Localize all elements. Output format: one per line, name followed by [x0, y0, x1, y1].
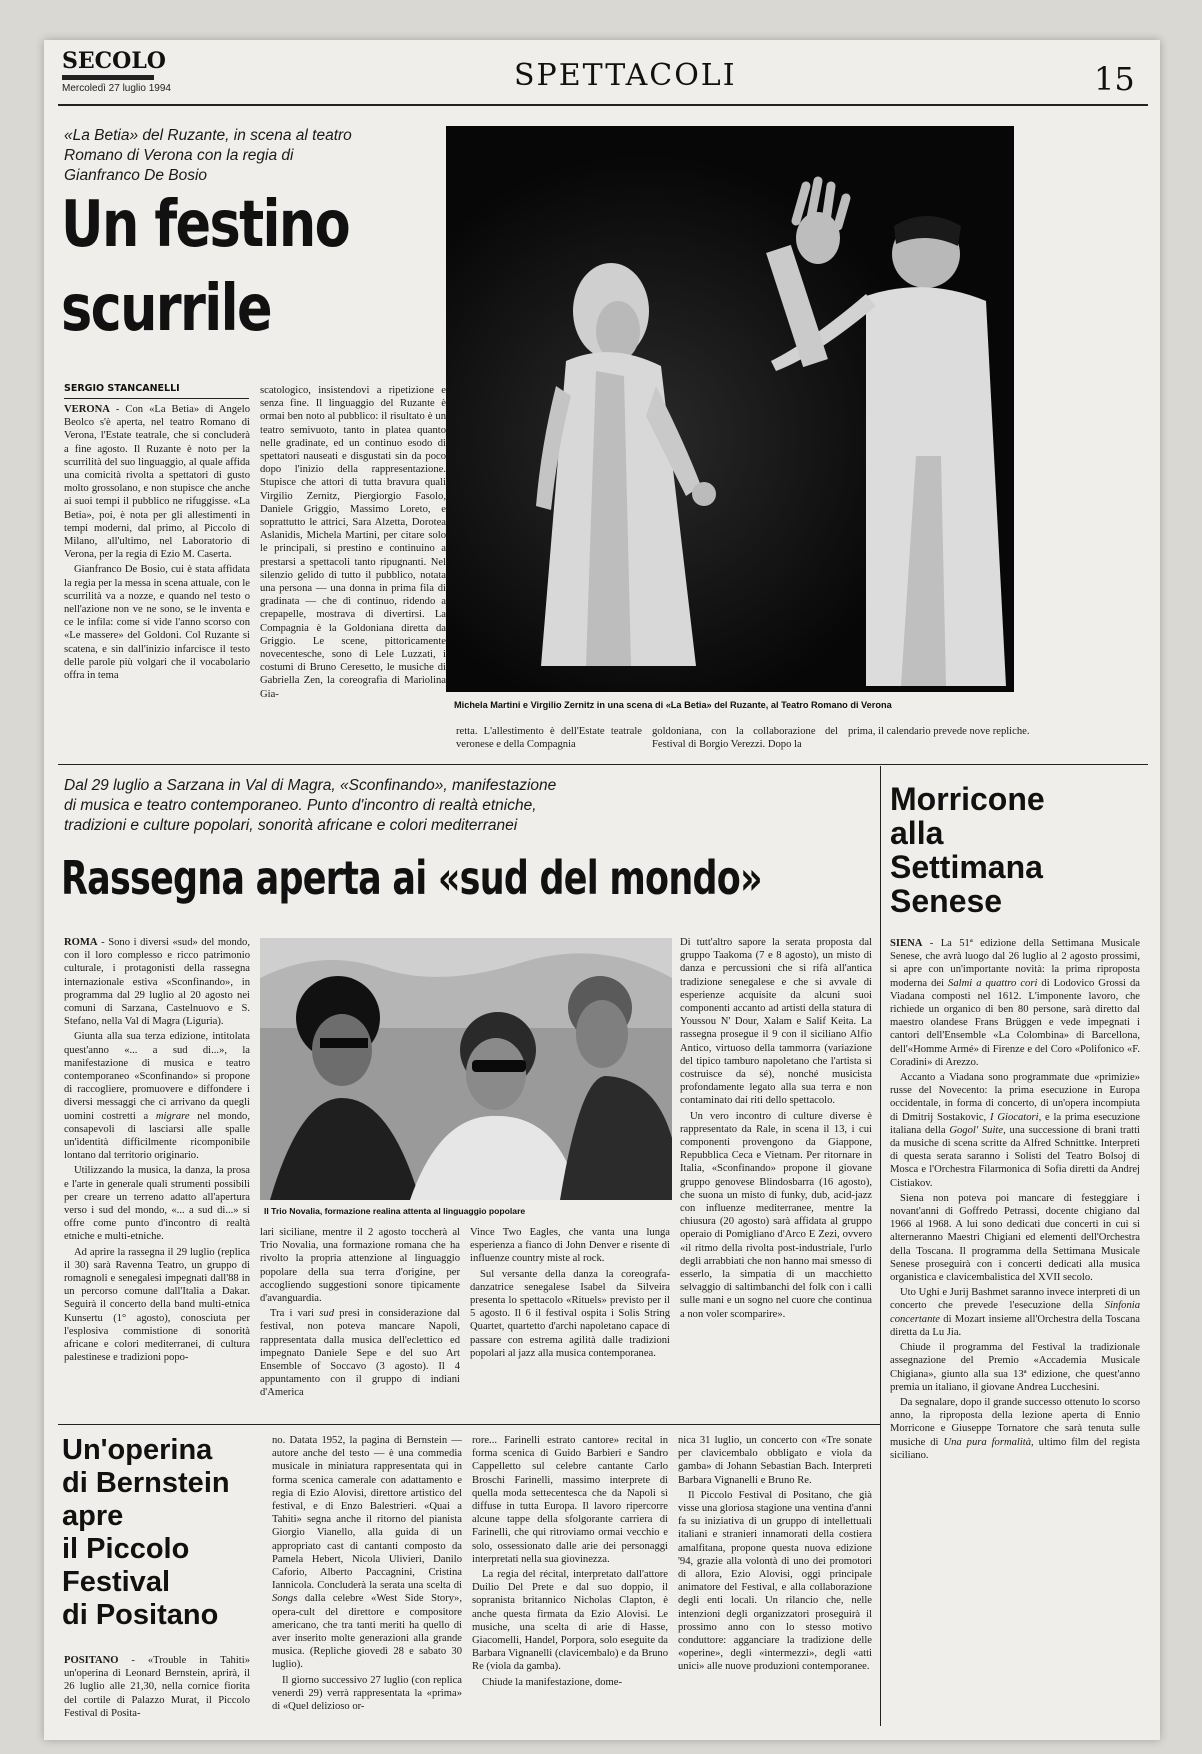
article2-column-1: ROMA - Sono i diversi «sud» del mondo, con il loro complesso e ricco patrimonio culturale, i protagonisti della rassegna internazionale estiva «Sconfinando», in programma dal 29 luglio al 20 agosto nei comuni di Sarzana, Castelnuovo e S. Stefano, nella Val di Magra (Liguria). Giunta alla sua terza edizione, intitolata quest'anno «... a sud di...», la manifestazione di musica e teatro contemporaneo «Sconfinando» si propone di raccogliere, promuovere e diffondere i diversi messaggi che ci arrivano da quegli uomini costretti a migrare nel mondo, consapevoli di lasciarsi alle spalle un'identità difficilmente ricomponibile lontano dal territorio originario. Utilizzando la musica, la danza, la prosa e l'arte in generale quali strumenti possibili per creare un terreno adatto all'apertura verso i sud del mondo, «... a sud di...» si offre come punto d'incontro di realtà etniche e multi-etniche. Ad aprire la rassegna il 29 luglio (replica il 30) sarà Ravenna Teatro, un gruppo di romagnoli e senegalesi impegnati dall'88 in un percorso comune dall'Italia a Dakar. Seguirà il concerto della band multi-etnica Kunsertu (1° agosto), conosciuta per l'esplosiva commistione di sonorità africane e colori mediterranei, di cultura palestinese e tradizioni popo-	[64, 937, 250, 1364]
article1-author: SERGIO STANCANELLI	[64, 383, 180, 394]
article4-headline-line2: di Bernstein	[62, 1467, 230, 1499]
article3-column: SIENA - La 51ª edizione della Settimana Musicale Senese, che avrà luogo dal 26 luglio al 2 agosto prossimi, si apre con un'importante novità: la prima riproposta moderna dei Salmi a quattro cori di Lodovico Grossi da Viadana composti nel 1612. L'imponente lavoro, che richiede un organico di ben 80 persone, sarà diretto dal maestro olandese Frans Brüggen e vede impegnati i cantori dell'Ensemble «La Colombina» di Barcellona, dell'«Homme Armé» di Firenze e del Coro «Polifonico «F. Coradini» di Arezzo. Accanto a Viadana sono programmate due «primizie» russe del Novecento: la prima esecuzione in Europa occidentale, in forma di concerto, di un'opera incompiuta di Dmitrij Sostakovic, I Giocatori, e la prima esecuzione italiana della Gogol' Suite, una successione di brani tratti da musiche di scena scritte da Alfred Schnittke. Interpreti di questa serata saranno i Solisti del Teatro Bolsoj di Mosca e l'Orchestra Filarmonica di Sofia diretti da Andrej Cistiakov. Siena non poteva poi mancare di festeggiare i novant'anni di Goffredo Petrassi, docente chigiano dal 1966 al 1968. A lui sono dedicati due concerti in cui si alterneranno Maestri Chigiani ed elementi dell'Orchestra della Toscana. Il programma della Settimana Musicale Senese proseguirà con i concerti dedicati alla musica organistica e clavicembalistica del XVII secolo. Uto Ughi e Jurij Bashmet saranno invece interpreti di un concerto che prevede l'esecuzione della Sinfonia concertante di Mozart insieme all'Orchestra della Toscana diretta da Lu Jia. Chiude il programma del Festival la tradizionale assegnazione del Premio «Accademia Musicale Chigiana», giunto alla sua 13ª edizione, che quest'anno premia un italiano, il giovane Andrea Lucchesini. Da segnalare, dopo il grande successo ottenuto lo scorso anno, la riproposta della lezione aperta di Ennio Morricone e Giuseppe Tornatore che sarà tenuta sulle musiche di Una pura formalità, ultimo film del regista siciliano.	[890, 938, 1140, 1461]
theatre-scene-illustration	[446, 126, 1014, 692]
article2-photo	[260, 938, 672, 1200]
article2-photo-caption: Il Trio Novalia, formazione realina attenta al linguaggio popolare	[264, 1206, 526, 1216]
article2-kicker-line1: Dal 29 luglio a Sarzana in Val di Magra, «Sconfinando», manifestazione	[64, 777, 557, 794]
article4-column-1: POSITANO - «Trouble in Tahiti» un'operina di Leonard Bernstein, aprirà, il 26 luglio alle 21,30, nella cornice fiorita del cortile di Palazzo Murat, il Piccolo Festival di Posita-	[64, 1655, 250, 1719]
article4-column-3: rore... Farinelli estrato cantore» recital in forma scenica di Guido Barbieri e Sandro Cappelletto sul celebre cantante Carlo Broschi Farinelli, massimo interprete di quella moda settecentesca che da Napoli si diffuse in tutta Europa. Il lavoro ripercorre alcune tappe della sfolgorante carriera di Farinelli, che qui ritroviamo ormai vecchio e solo, ossessionato dalle arie dei personaggi interpretati nella sua giovinezza. La regia del récital, interpretato dall'attore Duilio Del Prete e dal suo doppio, il sopranista britannico Nicholas Clapton, è anche questa firmata da Ezio Alovisi. Le musiche, una scelta di arie di Hasse, Giacomelli, Handel, Porpora, solo eseguite da Barbara Vignanelli (clavicembalo) e da Bruno Re (viola da gamba). Chiude la manifestazione, dome-	[472, 1435, 668, 1688]
article4-column-2: no. Datata 1952, la pagina di Bernstein — autore anche del testo — è una commedia musicale in miniatura rappresentata qui in forma scenica cameralе con adattamento e regia di Ezio Alovisi, direttore artistico del festival, e di Enzo Balestrieri. «Quai a Tahiti» segna anche il ritorno del pianista Giorgio Vianello, alla guida di un appropriato cast di cantanti composto da Pamela Hebert, Nicola Ulivieri, Danilo Caforio, Alberto Paccagnini, Cristina Iannicola. Concluderà la serata una scelta di Songs dalla celebre «West Side Story», opera-cult del direttore e compositore americano, che tra tanti meriti ha quello di aver inserito molte generazioni alla grande musica. (Repliche giovedì 28 e sabato 30 luglio). Il giorno successivo 27 luglio (con replica venerdì 29) verrà rappresentata la «prima» di «Quel delizioso or-	[272, 1435, 462, 1713]
issue-date: Mercoledì 27 luglio 1994	[62, 83, 171, 94]
article2-bottom-rule	[58, 1424, 880, 1425]
article2-column-2: lari siciliane, mentre il 2 agosto toccherà al Trio Novalia, una formazione romana che ha rivolto la propria attenzione al linguaggio popolare della sua terra d'origine, per accogliendo suggestioni sonore tipicamente d'avanguardia. Tra i vari sud presi in considerazione dal festival, non poteva mancare Napoli, rappresentata dalla musica dell'eclettico ed impegnato Daniele Sepe e del suo Art Ensemble of Soccavo (3 agosto). Il 4 appuntamento con il gruppo di indiani d'America	[260, 1227, 460, 1399]
article4-headline-line5: Festival	[62, 1566, 170, 1598]
paper-tag-bar	[62, 75, 154, 80]
article1-column-1: VERONA - Con «La Betia» di Angelo Beolco s'è aperta, nel teatro Romano di Verona, l'Estate teatrale, che si concluderà a fine agosto. Il Ruzante è noto per la scurrilità del suo linguaggio, al quale affida una comicità rivolta a spettatori di gusto molto grossolano, e non stupisce che anche ai suoi tempi il pubblico ne rifuggisse. «La Betia», poi, è nota per gli allestimenti in tempi moderni, dal primo, al Piccolo di Milano, all'ultimo, nel Laboratorio di Verona, per la regia di Ezio M. Caserta. Gianfranco De Bosio, cui è stata affidata la regia per la messa in scena attuale, con le scurrilità va a nozze, e quando nel testo o nell'azione non ve ne sono, se le inventa e ce le infila: come si vide l'anno scorso con «Le massere» del Goldoni. Col Ruzante si scatena, e sin dall'inizio infarcisce il testo delle parole più volgari che il vocabolario offra in tema	[64, 404, 250, 682]
article4-column-4: nica 31 luglio, un concerto con «Tre sonate per clavicembalo obbligato e viola da gamba» di Johann Sebastian Bach. Interpreti Barbara Vignanelli e Bruno Re. Il Piccolo Festival di Positano, che già visse una gloriosa stagione una ventina d'anni fa su iniziativa di un gruppo di intellettuali italiani e stranieri innamorati della costiera amalfitana, propone questa nuova edizione '94, grazie alla volontà di uno dei promotori di allora, Ezio Alovisi, oggi principale animatore del Festival, e alla collaborazione degli enti locali. Un rilancio che, nelle intenzioni degli organizzatori proseguirà il prossimo anno con lo stesso motivo conduttore: agganciare la tradizione delle «operine», degli «intermezzi», degli «atti unici» alle nuove produzioni contemporanee.	[678, 1435, 872, 1673]
section-title: SPETTACOLI	[514, 58, 737, 93]
article4-headline	[62, 1434, 262, 1632]
article3-headline	[890, 782, 1140, 918]
article4-headline-line6: di Positano	[62, 1599, 219, 1631]
article2-column-4: Di tutt'altro sapore la serata proposta dal gruppo Taakoma (7 e 8 agosto), un misto di danza e percussioni che si rifà all'antica tradizione senegalese e che si avvale di esperienze acquisite da alcuni suoi componenti accanto ad artisti della statura di Youssou N' Dour, Xalam e Salif Keita. La rassegna prosegue il 9 con il siciliano Alfio Antico, virtuoso della tammorra (variazione del tipico tamburo napoletano che l'artista si costruisce da sé), nonché musicista profondamente legato alla sua terra e non contaminato dai riti dello spettacolo. Un vero incontro di culture diverse è rappresentato da Rale, in scena il 13, i cui componenti provengono da Giappone, Repubblica Ceca e Vietnam. Per ritornare in Italia, «Sconfinando» propone il giovane gruppo genovese Blindosbarra (16 agosto), che suona un misto di funky, dub, acid-jazz con influenze mediterranee, mentre la chiusura (20 agosto) sarà affidata al gruppo operaio di Pomigliano d'Arco E Zezi, ovvero «il ritmo della rivolta post-industriale, l'urlo degli arrabbiati che non hanno mai smesso di esserlo, la simpatia di un macchietto selvaggio di saltimbanchi del folk con i calli sulle mani e un sogno nel cuore che continua a non voler scomparire».	[680, 937, 872, 1320]
masthead-rule	[58, 104, 1148, 106]
article1-column-3: retta. L'allestimento è dell'Estate teatrale veronese e della Compagnia	[456, 726, 642, 751]
article1-headline-line2: scurrile	[61, 272, 271, 346]
paper-name: SECOLO	[62, 48, 166, 74]
page-number: 15	[1094, 60, 1135, 98]
article1-bottom-rule	[58, 764, 1148, 765]
band-photo-illustration	[260, 938, 672, 1200]
article2-headline: Rassegna aperta ai «sud del mondo»	[61, 851, 762, 905]
article1-headline-line1: Un festino	[61, 188, 349, 262]
article4-headline-line3: apre	[62, 1500, 124, 1532]
article2-kicker-line3: tradizioni e culture popolari, sonorità africane e colori mediterranei	[64, 817, 518, 834]
newspaper-page	[44, 40, 1160, 1740]
article1-kicker: «La Betia» del Ruzante, in scena al teatro Romano di Verona con la regia di Gianfranco De Bosio	[64, 127, 352, 184]
article1-author-rule	[64, 398, 249, 399]
article1-photo-caption: Michela Martini e Virgilio Zernitz in una scena di «La Betia» del Ruzante, al Teatro Romano di Verona	[454, 700, 892, 710]
article3-headline-line2: alla	[890, 815, 944, 851]
article1-column-2: scatologico, insistendovi a ripetizione e senza fine. Il linguaggio del Ruzante è ormai ben noto al pubblico: il risultato è un teatro semivuoto, tanto in platea quanto nelle gradinate, ed un continuo esodo di spettatori nauseati e disgustati sin da poco dopo l'inizio della rappresentazione. Stupisce che attori di tutta bravura quali Virgilio Zernitz, Piergiorgio Fasolo, Daniele Griggio, Massimo Loreto, e soprattutto le attrici, Sara Alzetta, Dorotea Aslanidis, Michela Martini, per citare solo le principali, si prestino e continuino a prestarsi a spettacoli tanto ripugnanti. Nel silenzio gelido di tutto il pubblico, notata una persona — una donna in prima fila di gradinata — che di continuo, ridendo a crepapelle, mostrava di divertirsi. La Compagnia è la Goldoniana diretta da Griggio. Le scene, pittoricamente novecentesche, sono di Lele Luzzati, i costumi di Bruno Ceresetto, le musiche di Gabriella Zen, la coreografia di Mariolina Gia-	[260, 385, 446, 700]
article3-headline-line1: Morricone	[890, 781, 1045, 817]
article1-column-5: prima, il calendario prevede nove repliche.	[848, 726, 1030, 737]
article2-kicker-line2: di musica e teatro contemporaneo. Punto d'incontro di realtà etniche,	[64, 797, 537, 814]
sidebar-divider	[880, 766, 881, 1726]
article2-column-3: Vince Two Eagles, che vanta una lunga esperienza a fianco di John Denver e risente di influenze country miste al rock. Sul versante della danza la coreografa-danzatrice senegalese Isabel da Silveira presenta lo spettacolo «Rituels» previsto per il 5 agosto. Il 6 il festival ospita i Solis String Quartet, quartetto d'archi napoletano capace di passare con estrema agilità dalle tradizioni popolari al jazz alla musica contemporanea.	[470, 1227, 670, 1359]
article1-photo	[446, 126, 1014, 692]
article1-column-4: goldoniana, con la collaborazione del Festival di Borgio Verezzi. Dopo la	[652, 726, 838, 751]
article4-headline-line1: Un'operina	[62, 1434, 213, 1466]
article3-headline-line4: Senese	[890, 883, 1003, 919]
article4-headline-line4: il Piccolo	[62, 1533, 190, 1565]
article3-headline-line3: Settimana	[890, 849, 1043, 885]
